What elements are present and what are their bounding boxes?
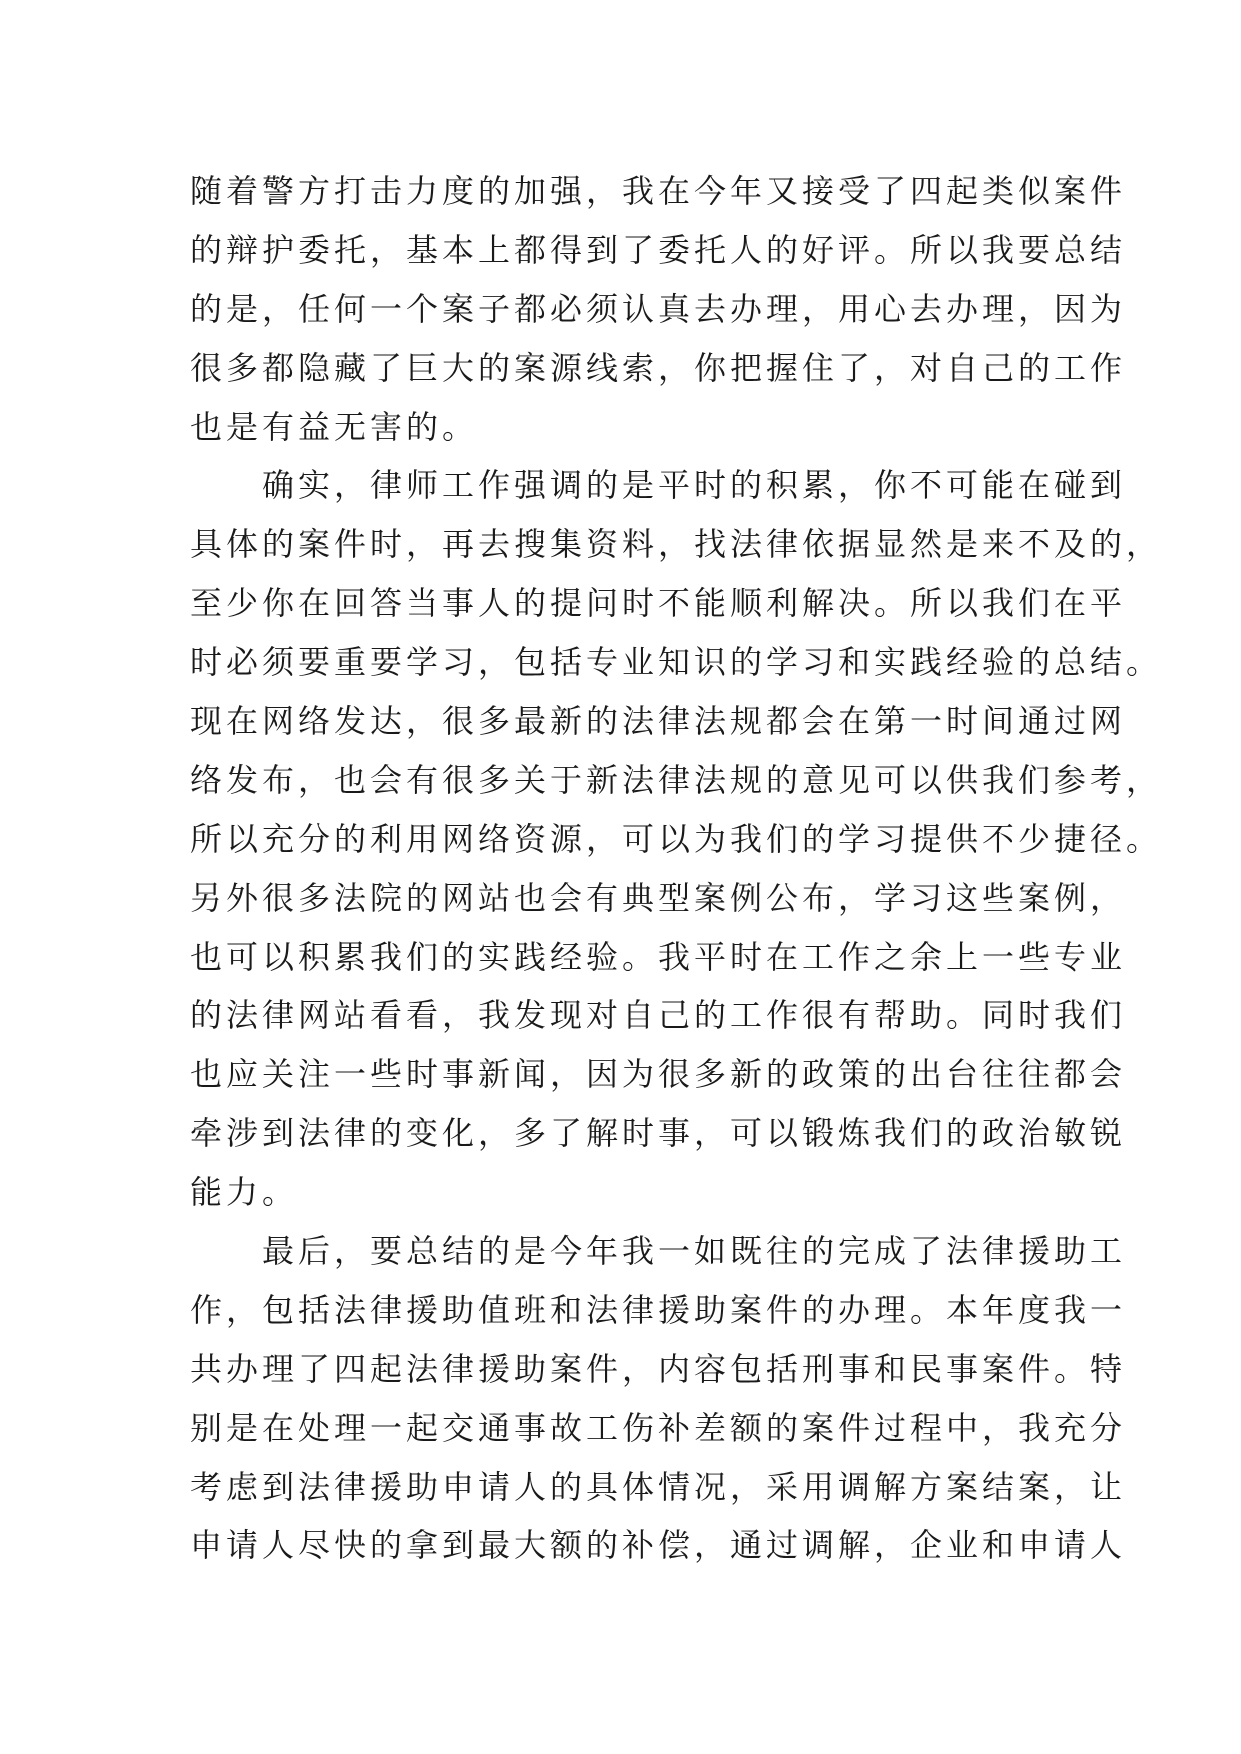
text-line: 很多都隐藏了巨大的案源线索，你把握住了，对自己的工作 bbox=[190, 348, 1127, 387]
text-line: 随着警方打击力度的加强，我在今年又接受了四起类似案件 bbox=[190, 172, 1127, 210]
text-line: 别是在处理一起交通事故工伤补差额的案件过程中，我充分 bbox=[190, 1408, 1127, 1447]
text-line: 申请人尽快的拿到最大额的补偿，通过调解，企业和申请人 bbox=[190, 1526, 1127, 1565]
text-line: 具体的案件时，再去搜集资料，找法律依据显然是来不及的， bbox=[190, 525, 1163, 564]
text-line: 作，包括法律援助值班和法律援助案件的办理。本年度我一 bbox=[190, 1290, 1127, 1329]
text-line: 也可以积累我们的实践经验。我平时在工作之余上一些专业 bbox=[190, 937, 1127, 976]
text-line: 也应关注一些时事新闻，因为很多新的政策的出台往往都会 bbox=[190, 1055, 1127, 1094]
document-body bbox=[190, 162, 1163, 1575]
paragraph-start-line: 最后，要总结的是今年我一如既往的完成了法律援助工 bbox=[262, 1232, 1127, 1271]
text-line: 时必须要重要学习，包括专业知识的学习和实践经验的总结。 bbox=[190, 643, 1163, 682]
text-line: 所以充分的利用网络资源，可以为我们的学习提供不少捷径。 bbox=[190, 819, 1163, 858]
text-line: 另外很多法院的网站也会有典型案例公布，学习这些案例， bbox=[190, 878, 1127, 917]
text-line: 也是有益无害的。 bbox=[190, 407, 479, 446]
text-line: 牵涉到法律的变化，多了解时事，可以锻炼我们的政治敏锐 bbox=[190, 1114, 1127, 1153]
text-line: 考虑到法律援助申请人的具体情况，采用调解方案结案，让 bbox=[190, 1467, 1127, 1506]
text-line: 的法律网站看看，我发现对自己的工作很有帮助。同时我们 bbox=[190, 996, 1127, 1035]
text-line: 现在网络发达，很多最新的法律法规都会在第一时间通过网 bbox=[190, 702, 1127, 741]
text-line: 能力。 bbox=[190, 1173, 299, 1212]
text-line: 的辩护委托，基本上都得到了委托人的好评。所以我要总结 bbox=[190, 230, 1127, 269]
text-line: 至少你在回答当事人的提问时不能顺利解决。所以我们在平 bbox=[190, 584, 1127, 623]
text-line: 共办理了四起法律援助案件，内容包括刑事和民事案件。特 bbox=[190, 1349, 1127, 1388]
text-line: 的是，任何一个案子都必须认真去办理，用心去办理，因为 bbox=[190, 289, 1127, 328]
text-line: 络发布，也会有很多关于新法律法规的意见可以供我们参考， bbox=[190, 760, 1163, 799]
paragraph-start-line: 确实，律师工作强调的是平时的积累，你不可能在碰到 bbox=[262, 466, 1127, 505]
